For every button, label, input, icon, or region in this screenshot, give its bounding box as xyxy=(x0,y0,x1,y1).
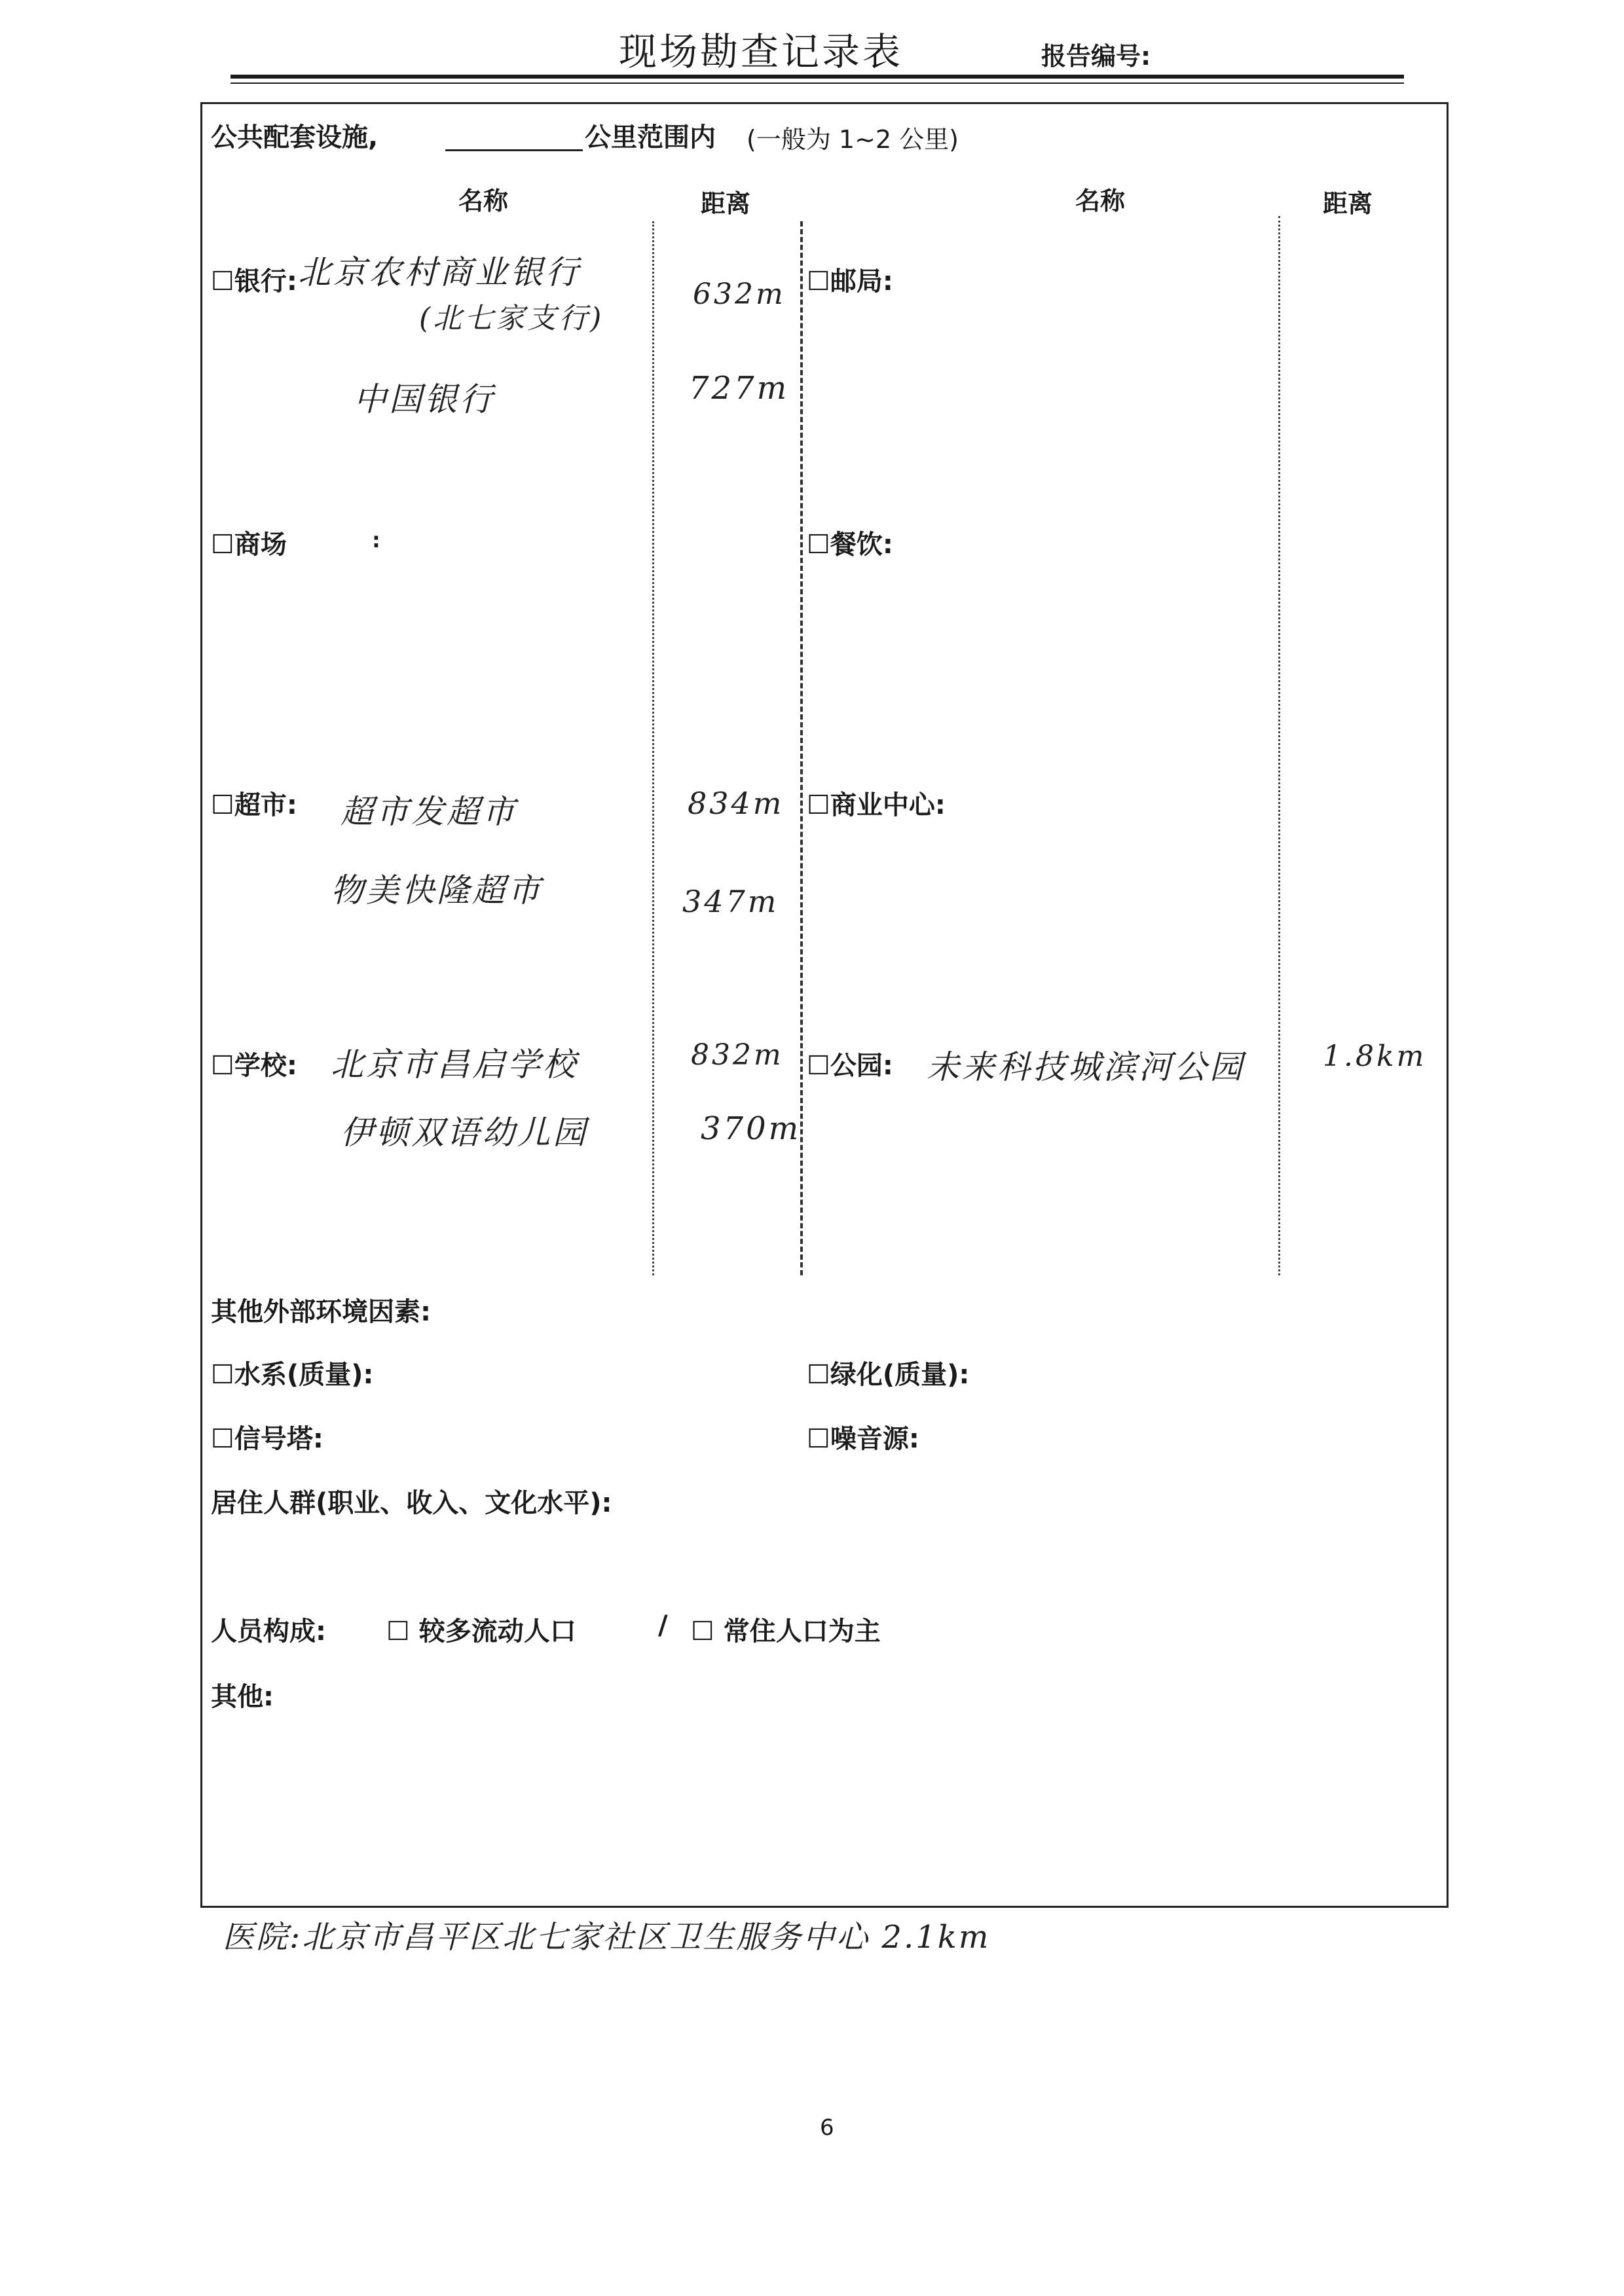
facilities-intro-suffix: 公里范围内 xyxy=(585,122,716,153)
radius-blank-field[interactable] xyxy=(445,149,583,151)
dining-label[interactable]: ☐餐饮: xyxy=(807,530,893,560)
mall-label[interactable]: ☐商场 xyxy=(211,530,287,560)
bank-label[interactable]: ☐银行: xyxy=(211,266,297,297)
bank-item-1-sub: (北七家支行) xyxy=(419,302,604,335)
greening-field[interactable]: ☐绿化(质量): xyxy=(807,1360,970,1390)
commerce-center-label[interactable]: ☐商业中心: xyxy=(807,790,946,820)
supermarket-item-1-distance: 834m xyxy=(688,786,784,821)
park-item-name: 未来科技城滨河公园 xyxy=(927,1048,1245,1086)
post-office-label[interactable]: ☐邮局: xyxy=(807,266,893,297)
facilities-intro-prefix: 公共配套设施, xyxy=(211,122,378,153)
col-header-distance-left: 距离 xyxy=(701,189,751,218)
composition-label: 人员构成: xyxy=(211,1616,326,1647)
form-title: 现场勘查记录表 xyxy=(619,29,904,74)
environment-heading: 其他外部环境因素: xyxy=(211,1297,431,1327)
school-item-1-distance: 832m xyxy=(691,1038,784,1072)
school-item-2-name: 伊顿双语幼儿园 xyxy=(341,1114,588,1152)
park-label[interactable]: ☐公园: xyxy=(807,1051,893,1081)
supermarket-item-2-distance: 347m xyxy=(682,884,779,919)
supermarket-item-2-name: 物美快隆超市 xyxy=(331,871,543,909)
col-header-distance-right: 距离 xyxy=(1323,189,1373,218)
school-item-1-name: 北京市昌启学校 xyxy=(331,1046,578,1084)
bank-item-2-distance: 727m xyxy=(689,370,790,407)
other-label[interactable]: 其他: xyxy=(211,1682,274,1712)
residents-field[interactable]: 居住人群(职业、收入、文化水平): xyxy=(211,1488,612,1518)
separator-right-distance xyxy=(1278,216,1280,1275)
hospital-footnote: 医院:北京市昌平区北七家社区卫生服务中心 2.1km xyxy=(223,1919,991,1956)
school-item-2-distance: 370m xyxy=(701,1110,802,1147)
park-item-distance: 1.8km xyxy=(1323,1040,1427,1073)
composition-option-resident[interactable]: ☐ 常住人口为主 xyxy=(691,1616,881,1647)
col-header-name-left: 名称 xyxy=(458,187,509,215)
signal-tower-field[interactable]: ☐信号塔: xyxy=(211,1424,323,1454)
noise-source-field[interactable]: ☐噪音源: xyxy=(807,1424,919,1454)
header-rule-thick xyxy=(231,75,1404,79)
composition-option-floating[interactable]: ☐ 较多流动人口 xyxy=(386,1616,576,1647)
facilities-intro-note: (一般为 1~2 公里) xyxy=(747,125,959,154)
bank-item-1-distance: 632m xyxy=(693,278,786,311)
supermarket-item-1-name: 超市发超市 xyxy=(341,793,517,831)
school-label[interactable]: ☐学校: xyxy=(211,1051,297,1081)
water-system-field[interactable]: ☐水系(质量): xyxy=(211,1360,374,1390)
bank-item-1-name: 北京农村商业银行 xyxy=(298,253,581,291)
separator-left-distance xyxy=(652,221,654,1275)
supermarket-label[interactable]: ☐超市: xyxy=(211,790,297,820)
header-rule-thin xyxy=(231,82,1404,84)
report-number-label: 报告编号: xyxy=(1041,42,1151,71)
composition-separator: / xyxy=(658,1611,668,1641)
bank-item-2-name: 中国银行 xyxy=(354,380,495,418)
col-header-name-right: 名称 xyxy=(1075,187,1126,215)
page-number: 6 xyxy=(820,2115,834,2141)
mall-colon: : xyxy=(372,528,380,553)
